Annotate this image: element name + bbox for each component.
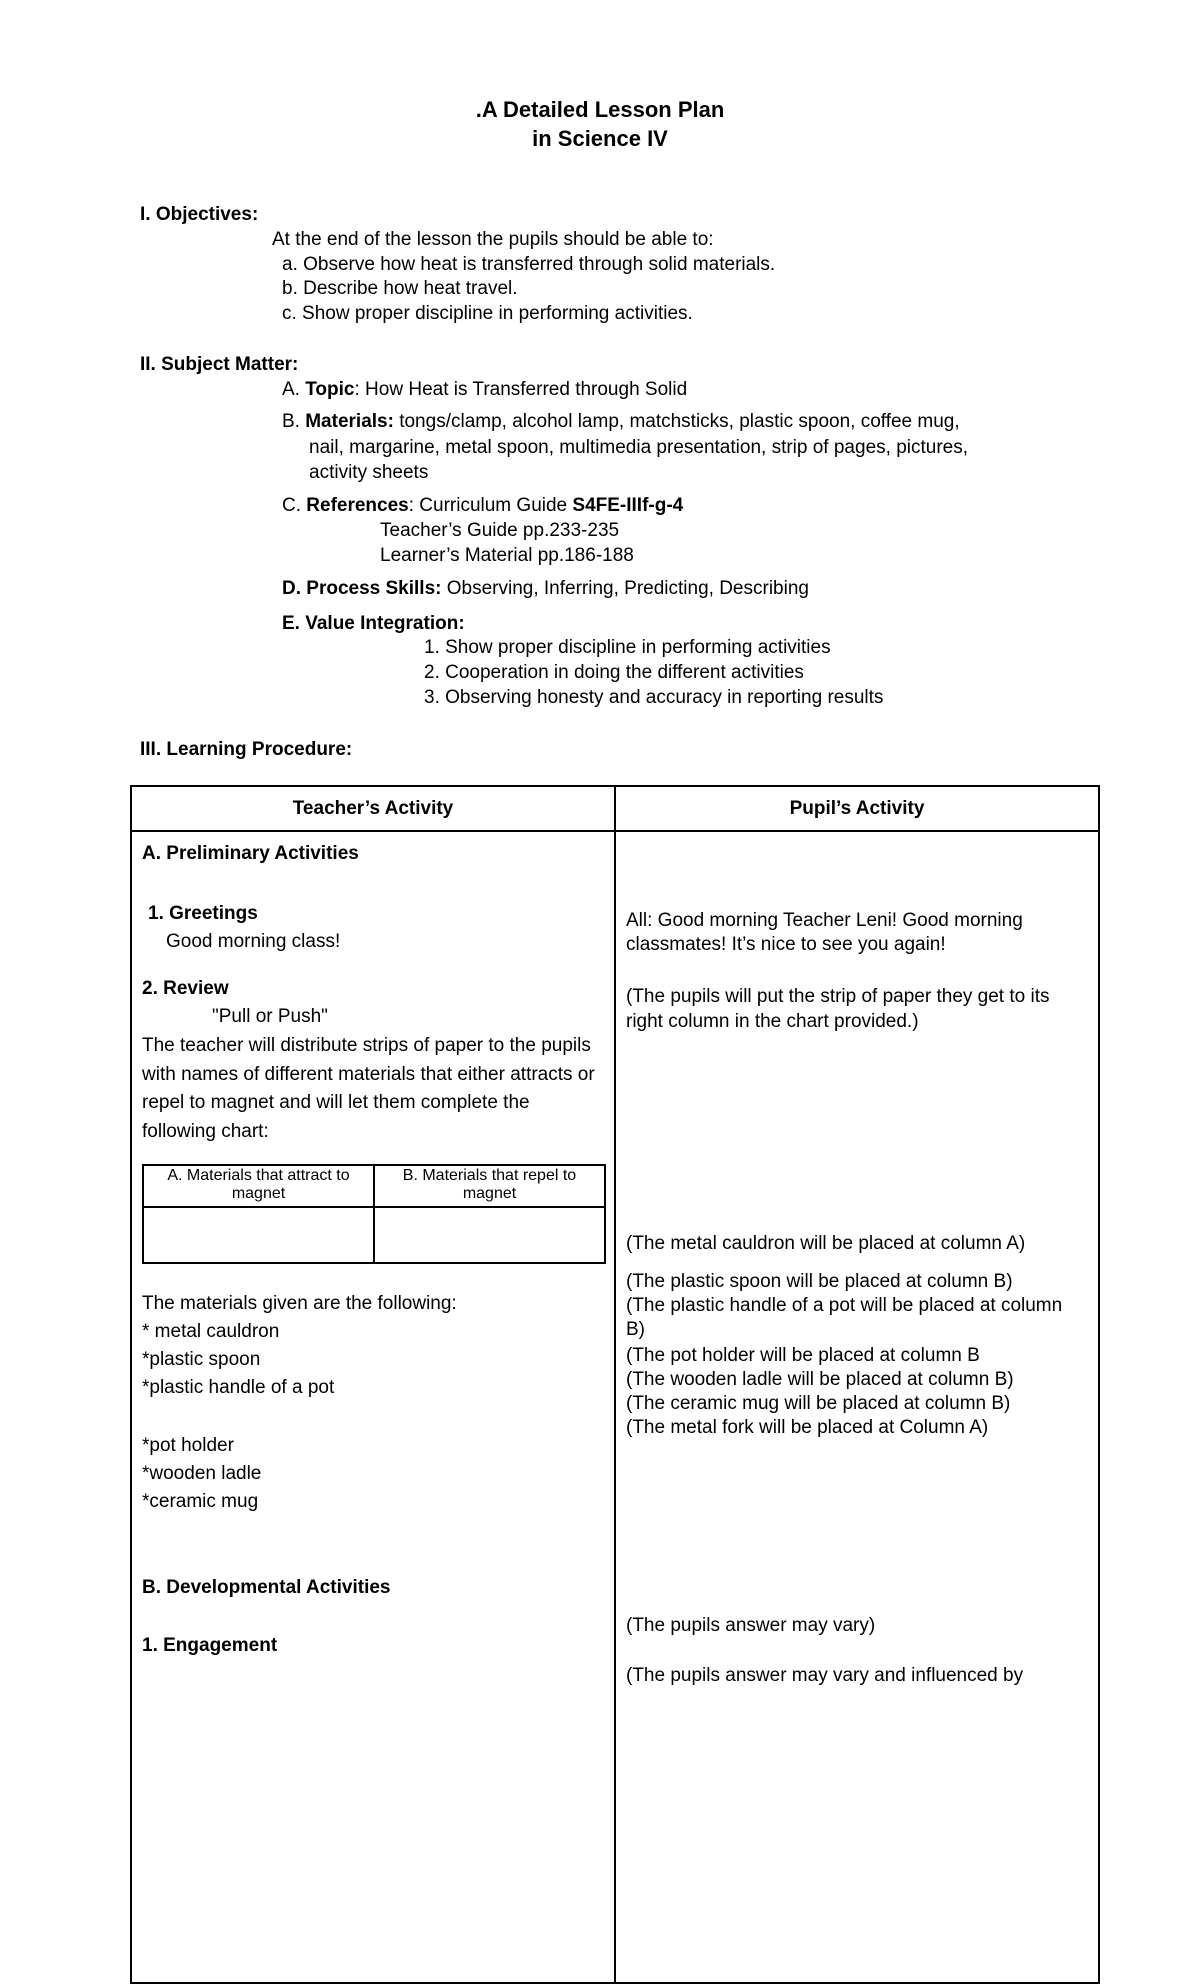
materials-label: Materials: [305,411,394,432]
document-title: .A Detailed Lesson Plan [475,97,725,122]
objective-item-b: b. Describe how heat travel. [282,278,518,299]
magnet-chart-col-a: A. Materials that attract to magnet [143,1165,374,1207]
value-item-3: 3. Observing honesty and accuracy in reporting results [424,687,884,708]
placement-reply: (The plastic spoon will be placed at column B) [626,1271,1013,1292]
magnet-chart-empty-row [143,1207,605,1263]
placement-reply: (The plastic handle of a pot will be placed at column B) [626,1295,1063,1340]
review-title: "Pull or Push" [212,1006,328,1027]
value-item-1: 1. Show proper discipline in performing activities [424,637,831,658]
subject-matter-heading: II. Subject Matter: [140,354,299,375]
magnet-chart-header [143,1165,605,1207]
topic-prefix: A. [282,379,306,400]
material-item: *ceramic mug [142,1491,259,1512]
placement-reply: (The metal cauldron will be placed at column A) [626,1233,1026,1254]
material-item: *plastic handle of a pot [142,1377,335,1398]
references-teachers-guide: Teacher’s Guide pp.233-235 [380,520,620,541]
pupil-strip-reply: (The pupils will put the strip of paper they get to its right column in the chart provided.) [626,986,1050,1032]
preliminary-activities-heading: A. Preliminary Activities [142,843,359,864]
document-subtitle: in Science IV [532,126,668,151]
topic-label: Topic [305,379,355,400]
pupil-answer-vary: (The pupils answer may vary) [626,1615,876,1636]
objectives-heading: I. Objectives: [140,204,259,225]
magnet-chart-cell-a [143,1207,374,1263]
references-label: References [306,495,409,516]
placement-reply: (The wooden ladle will be placed at column B) [626,1369,1014,1390]
magnet-chart [142,1164,606,1264]
material-item: *plastic spoon [142,1349,261,1370]
placement-reply: (The pot holder will be placed at column B [626,1345,980,1366]
pupil-activity-cell [615,831,1099,1983]
materials-value-1: tongs/clamp, alcohol lamp, matchsticks, plastic spoon, coffee mug, [393,411,960,432]
pupil-answer-vary-influenced: (The pupils answer may vary and influenced by [626,1665,1024,1686]
references-learners-material: Learner’s Material pp.186-188 [380,545,634,566]
placement-reply: (The ceramic mug will be placed at column B) [626,1393,1011,1414]
teacher-activity-header: Teacher’s Activity [131,786,615,831]
materials-prefix: B. [282,411,306,432]
procedure-body-row [131,831,1099,1983]
pupil-greeting-reply: All: Good morning Teacher Leni! Good morning classmates! It’s nice to see you again! [626,910,1023,955]
references-line [282,494,683,518]
topic-value: : How Heat is Transferred through Solid [354,379,688,400]
materials-intro: The materials given are the following: [142,1293,457,1314]
value-integration-label: E. Value Integration: [282,613,465,634]
process-skills-value: Observing, Inferring, Predicting, Describing [441,578,809,599]
learning-procedure-table [130,785,1100,1984]
review-description: The teacher will distribute strips of paper to the pupils with names of different materials that either attracts or repel to magnet and will let them complete the following chart: [142,1035,595,1142]
materials-value-3: activity sheets [309,462,429,483]
references-value: : Curriculum Guide [408,495,573,516]
developmental-activities-heading: B. Developmental Activities [142,1577,391,1598]
value-item-2: 2. Cooperation in doing the different activities [424,662,804,683]
objective-item-a: a. Observe how heat is transferred through solid materials. [282,254,776,275]
materials-line [282,410,960,434]
material-item: *wooden ladle [142,1463,262,1484]
learning-procedure-heading: III. Learning Procedure: [140,739,353,760]
engagement-heading: 1. Engagement [142,1635,278,1656]
objective-item-c: c. Show proper discipline in performing activities. [282,303,693,324]
material-item: *pot holder [142,1435,234,1456]
objectives-intro: At the end of the lesson the pupils should be able to: [272,229,714,250]
curriculum-code: S4FE-IIIf-g-4 [572,495,684,516]
greetings-heading: 1. Greetings [148,903,258,924]
material-item: * metal cauldron [142,1321,280,1342]
greetings-text: Good morning class! [166,931,341,952]
pupil-activity-header: Pupil’s Activity [615,786,1099,831]
placement-reply: (The metal fork will be placed at Column A) [626,1417,989,1438]
magnet-chart-cell-b [374,1207,605,1263]
teacher-activity-cell [131,831,615,1983]
topic-line [282,378,687,402]
references-prefix: C. [282,495,307,516]
materials-value-2: nail, margarine, metal spoon, multimedia presentation, strip of pages, pictures, [309,437,968,458]
process-skills-label: D. Process Skills: [282,578,442,599]
process-skills-line [282,577,809,601]
procedure-header-row [131,786,1099,831]
review-heading: 2. Review [142,978,229,999]
magnet-chart-col-b: B. Materials that repel to magnet [374,1165,605,1207]
